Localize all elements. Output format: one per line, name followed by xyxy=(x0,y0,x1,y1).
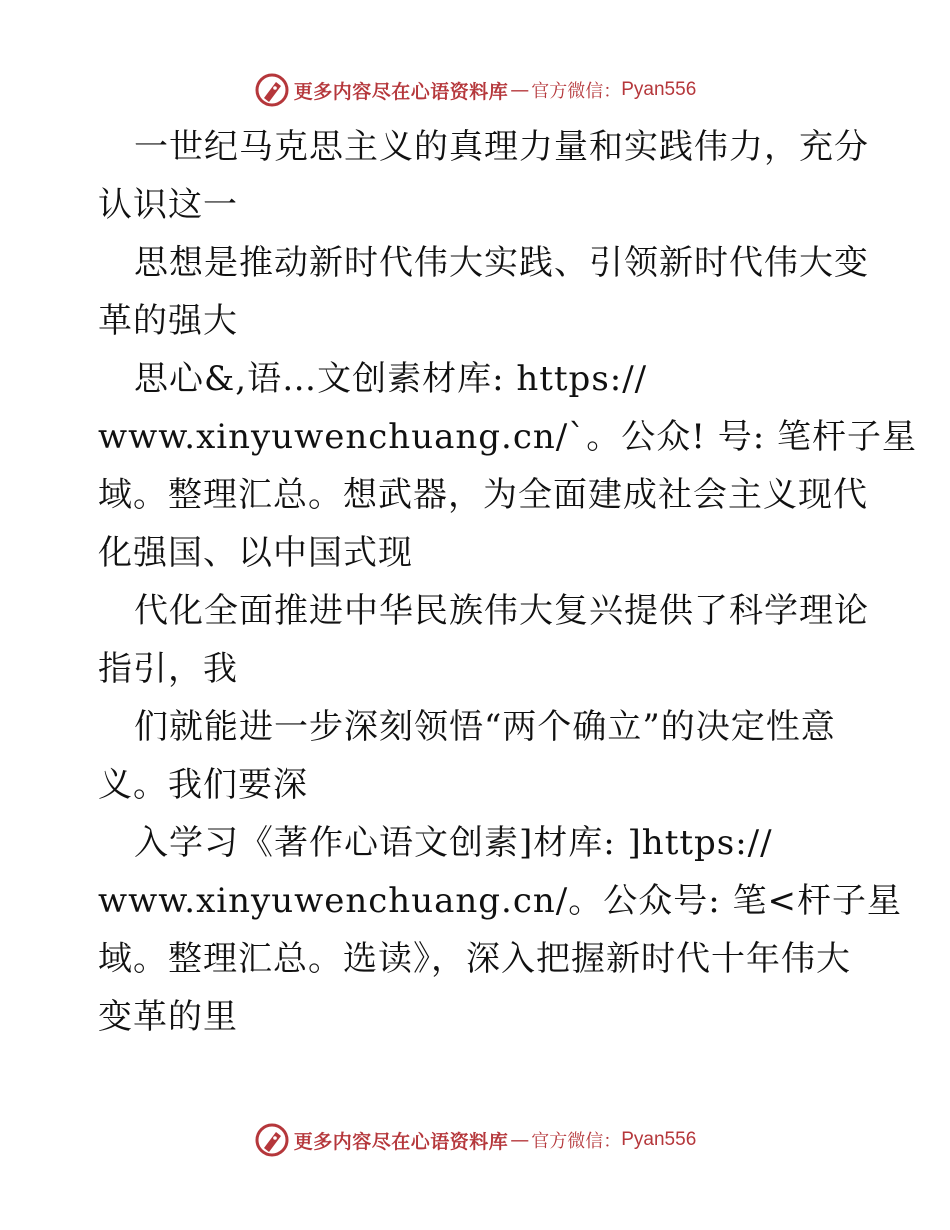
banner-contact-label: 官方微信： xyxy=(531,81,622,102)
header-banner xyxy=(0,70,950,110)
pen-nib-logo-icon xyxy=(254,1122,290,1158)
banner-text: 更多内容尽在心语资料库 xyxy=(293,80,509,103)
body-line: 域。整理汇总。选读》，深入把握新时代十年伟大 xyxy=(98,939,851,979)
body-line: 革的强大 xyxy=(98,301,238,341)
body-line: 域。整理汇总。想武器，为全面建成社会主义现代 xyxy=(98,475,868,515)
pen-nib-logo-icon xyxy=(254,72,290,108)
banner-contact-label: 官方微信： xyxy=(531,1131,622,1152)
banner-dash: — xyxy=(510,79,530,101)
footer-banner xyxy=(0,1120,950,1160)
body-line: 义。我们要深 xyxy=(98,765,308,805)
body-line: 代化全面推进中华民族伟大复兴提供了科学理论 xyxy=(134,591,869,631)
body-line: www.xinyuwenchuang.cn/。公众号: 笔<杆子星 xyxy=(98,881,902,921)
banner-text: 更多内容尽在心语资料库 xyxy=(293,1130,509,1153)
body-line: 思想是推动新时代伟大实践、引领新时代伟大变 xyxy=(134,243,869,283)
body-line: 思心&,语…文创素材库: https:// xyxy=(134,359,648,399)
body-line: 入学习《著作心语文创素]材库: ]https:// xyxy=(134,823,773,863)
body-line: 认识这一 xyxy=(98,185,238,225)
banner-contact-id: Pyan556 xyxy=(621,79,697,100)
body-line: www.xinyuwenchuang.cn/`。公众! 号: 笔杆子星 xyxy=(98,417,917,457)
body-line: 化强国、以中国式现 xyxy=(98,533,413,573)
body-line: 指引，我 xyxy=(98,649,238,689)
banner-contact-id: Pyan556 xyxy=(621,1129,697,1150)
document-body xyxy=(98,118,917,1046)
body-line: 们就能进一步深刻领悟“两个确立”的决定性意 xyxy=(134,707,836,747)
body-line: 变革的里 xyxy=(98,997,238,1037)
body-line: 一世纪马克思主义的真理力量和实践伟力，充分 xyxy=(134,127,869,167)
banner-dash: — xyxy=(510,1129,530,1151)
